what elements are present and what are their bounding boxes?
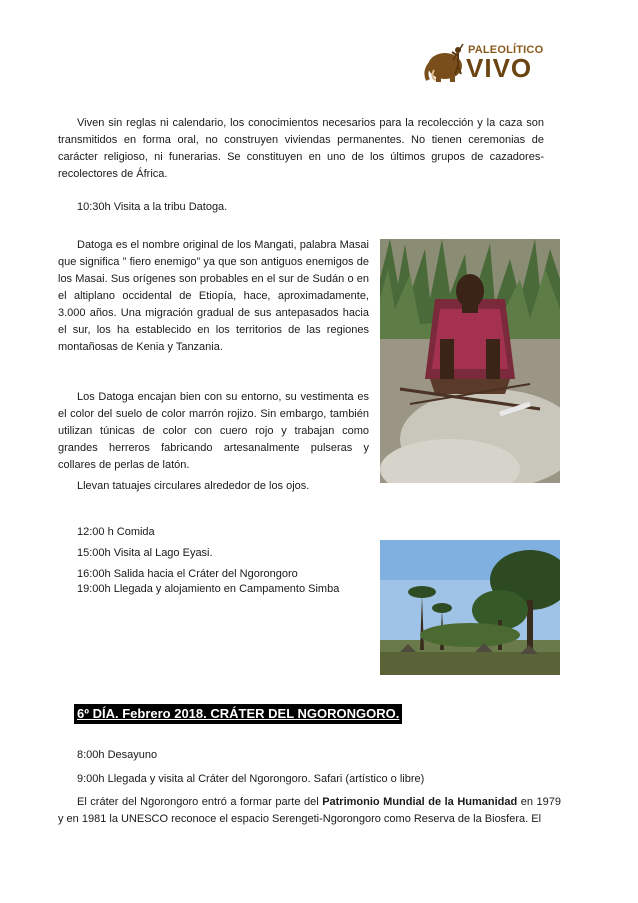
day6-item: 9:00h Llegada y visita al Cráter del Ngorongoro. Safari (artístico o libre): [77, 773, 425, 785]
logo-main-text: VIVO: [466, 53, 533, 83]
datoga-origin-paragraph: Datoga es el nombre original de los Mangati, palabra Masai que significa ” fiero enemigo” ya que son antiguos enemigos de los Masai. Sus orígenes son probables en el sur de Sudán o en el altiplano occidental de Etiopía, hace, aproximadamente, 3.000 años. Una migración gradual de sus antepasados hacia el sur, los ha establecido en los territorios de las regiones montañosas de Kenia y Tanzania.: [58, 239, 369, 353]
schedule-item: 16:00h Salida hacia el Cráter del Ngorongoro: [77, 568, 298, 580]
ngorongoro-text-start: El cráter del Ngorongoro entró a formar parte del: [77, 796, 323, 808]
mammoth-hunter-icon: [422, 42, 468, 84]
schedule-item: 19:00h Llegada y alojamiento en Campamento Simba: [77, 583, 340, 595]
schedule-item: 12:00 h Comida: [77, 526, 155, 538]
day6-item: 8:00h Desayuno: [77, 749, 158, 761]
intro-paragraph: Viven sin reglas ni calendario, los conocimientos necesarios para la recolección y la caza son transmitidos en forma oral, no construyen viviendas permanentes. No tienen ceremonias de carácter religioso, ni funerarias. Se constituyen en uno de los últimos grupos de cazadores-recolectores de África.: [58, 117, 544, 180]
world-heritage-bold: Patrimonio Mundial de la Humanidad: [322, 796, 518, 808]
day6-heading: 6º DÍA. Febrero 2018. CRÁTER DEL NGORONGORO.: [74, 704, 402, 724]
tattoo-line: Llevan tatuajes circulares alrededor de los ojos.: [77, 480, 310, 492]
visit-datoga-line: 10:30h Visita a la tribu Datoga.: [77, 201, 228, 213]
datoga-man-photo: [380, 239, 560, 483]
paleolitico-vivo-logo: [422, 42, 544, 84]
schedule-item: 15:00h Visita al Lago Eyasi.: [77, 547, 213, 559]
logo-top-text: PALEOLÍTICO: [468, 44, 544, 56]
ngorongoro-paragraph: [58, 794, 561, 828]
campsite-trees-photo: [380, 540, 560, 675]
datoga-clothing-paragraph: Los Datoga encajan bien con su entorno, su vestimenta es el color del suelo de color marrón rojizo. Sin embargo, también utilizan túnicas de color con cuero rojo y trabajan como grandes herreros fabricando artesanalmente pulseras y collares de perlas de latón.: [58, 391, 369, 471]
ngorongoro-text-end: en 1979 y en 1981 la UNESCO reconoce el espacio Serengeti-Ngorongoro como Reserva de la Biosfera. El: [58, 796, 561, 825]
